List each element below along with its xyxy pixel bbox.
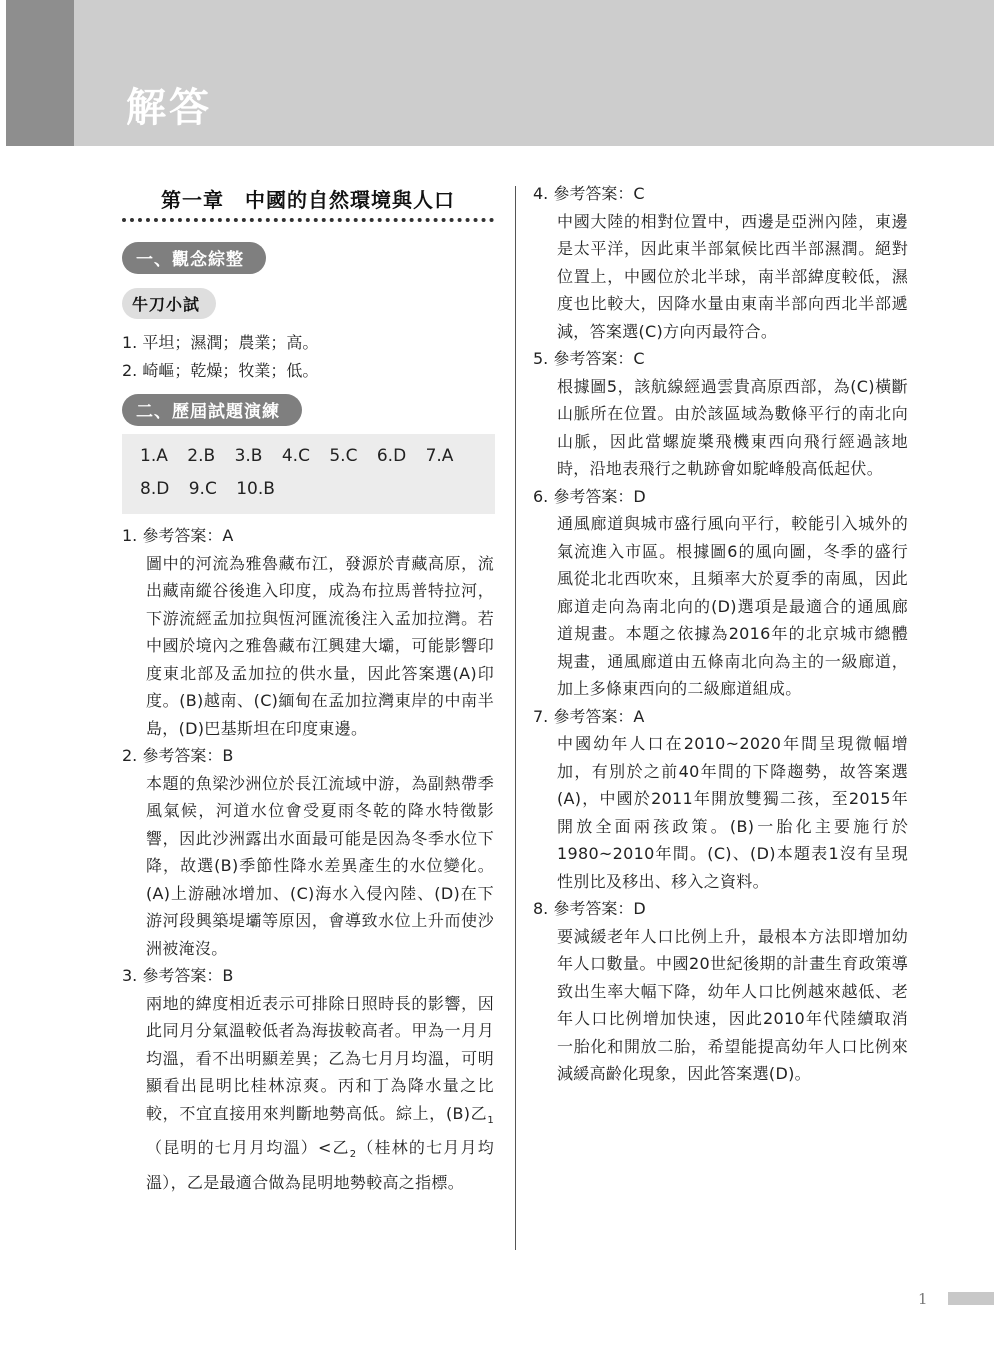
question-explanation bbox=[122, 990, 494, 1197]
question-answer-heading: 2. 參考答案：B bbox=[122, 746, 234, 765]
answer-row bbox=[140, 473, 495, 506]
question-answer-heading: 6. 參考答案：D bbox=[533, 486, 646, 506]
explanation-text: （桂林的七月月均溫），乙是最適合做為昆明地勢較高之指標。 bbox=[146, 1138, 495, 1192]
question-answer-heading: 3. 參考答案：B bbox=[122, 966, 234, 985]
answer-item: 8.D bbox=[140, 479, 170, 499]
section-label-exam-practice: 二、歷屆試題演練 bbox=[122, 394, 302, 426]
left-column bbox=[122, 180, 494, 1196]
list-item: 2. 崎嶇；乾燥；牧業；低。 bbox=[122, 360, 319, 380]
answer-item: 2.B bbox=[187, 446, 216, 466]
explanation-text: （昆明的七月月均溫）<乙 bbox=[146, 1138, 350, 1158]
answer-key-box bbox=[122, 434, 495, 514]
explanation-text: 兩地的緯度相近表示可排除日照時長的影響，因此同月分氣溫較低者為海拔較高者。甲為一月月均溫，看不出明顯差異；乙為七月月均溫，可明顯看出昆明比桂林涼爽。丙和丁為降水量之比較，不宜直接用來判斷地勢高低。綜上，(B)乙 bbox=[146, 993, 494, 1123]
dotted-divider bbox=[122, 218, 494, 222]
answer-item: 6.D bbox=[376, 446, 407, 466]
page-title: 解答 bbox=[126, 85, 212, 131]
chapter-title: 第一章 中國的自然環境與人口 bbox=[161, 188, 455, 212]
answer-item: 5.C bbox=[329, 446, 358, 466]
question-answer-heading: 8. 參考答案：D bbox=[533, 899, 646, 918]
list-item: 1. 平坦；濕潤；農業；高。 bbox=[122, 333, 319, 352]
question-explanation: 圖中的河流為雅魯藏布江，發源於青藏高原，流出藏南縱谷後進入印度，成為布拉馬普特拉河，下游流經孟加拉與恆河匯流後注入孟加拉灣。若中國於境內之雅魯藏布江興建大壩，可能影響印度東北部及孟加拉的供水量，因此答案選(A)印度。(B)越南、(C)緬甸在孟加拉灣東岸的中南半島，(D)巴基斯坦在印度東邊。 bbox=[146, 553, 494, 738]
question-answer-heading: 1. 參考答案：A bbox=[122, 526, 234, 545]
answer-item: 7.A bbox=[425, 446, 454, 466]
question-explanation: 要減緩老年人口比例上升，最根本方法即增加幼年人口數量。中國20世紀後期的計畫生育政策導致出生率大幅下降，幼年人口比例越來越低、老年人口比例增加快速，因此2010年代陸續取消一胎化和開放二胎，希望能提高幼年人口比例來減緩高齡化現象，因此答案選(D)。 bbox=[557, 926, 908, 1083]
subscript: 2 bbox=[349, 1149, 357, 1161]
sub-section-label: 牛刀小試 bbox=[122, 288, 216, 319]
question-answer-heading: 5. 參考答案：C bbox=[533, 349, 645, 368]
answer-item: 4.C bbox=[281, 446, 310, 466]
section-label-concepts: 一、觀念綜整 bbox=[122, 242, 266, 274]
question-answer-heading: 7. 參考答案：A bbox=[533, 706, 645, 726]
header-accent-block bbox=[6, 0, 74, 146]
answer-row bbox=[140, 440, 495, 473]
header-band bbox=[6, 0, 994, 146]
question-explanation: 中國大陸的相對位置中，西邊是亞洲內陸，東邊是太平洋，因此東半部氣候比西半部濕潤。絕對位置上，中國位於北半球，南半部緯度較低，濕度也比較大，因降水量由東南半部向西北半部遞減，答案選(C)方向丙最符合。 bbox=[557, 211, 908, 341]
page-number: 1 bbox=[918, 1290, 928, 1308]
question-answer-heading: 4. 參考答案：C bbox=[533, 184, 645, 203]
subscript: 1 bbox=[487, 1114, 494, 1126]
page-tab-marker bbox=[948, 1292, 994, 1305]
question-explanation: 通風廊道與城市盛行風向平行，較能引入城外的氣流進入市區。根據圖6的風向圖，冬季的盛行風從北北西吹來，且頻率大於夏季的南風，因此廊道走向為南北向的(D)選項是最適合的通風廊道規畫。本題之依據為2016年的北京城市總體規畫，通風廊道由五條南北向為主的一級廊道，加上多條東西向的二級廊道組成。 bbox=[557, 514, 908, 698]
question-explanation: 根據圖5，該航線經過雲貴高原西部，為(C)橫斷山脈所在位置。由於該區域為數條平行的南北向山脈，因此當螺旋槳飛機東西向飛行經過該地時，沿地表飛行之軌跡會如駝峰般高低起伏。 bbox=[557, 376, 908, 478]
question-explanation: 中國幼年人口在2010~2020年間呈現微幅增加，有別於之前40年間的下降趨勢，故答案選(A)，中國於2011年開放雙獨二孩，至2015年開放全面兩孩政策。(B)一胎化主要施行於1980~2010年間。(C)、(D)本題表1沒有呈現性別比及移出、移入之資料。 bbox=[557, 734, 908, 891]
column-divider bbox=[515, 186, 516, 1250]
answer-item: 3.B bbox=[234, 446, 263, 466]
question-explanation: 本題的魚梁沙洲位於長江流域中游，為副熱帶季風氣候，河道水位會受夏雨冬乾的降水特徵影響，因此沙洲露出水面最可能是因為冬季水位下降，故選(B)季節性降水差異產生的水位變化。(A)上游融冰增加、(C)海水入侵內陸、(D)在下游河段興築堤壩等原因，會導致水位上升而使沙洲被淹沒。 bbox=[146, 773, 494, 958]
right-column bbox=[533, 180, 908, 1088]
answer-item: 9.C bbox=[188, 479, 217, 499]
answer-item: 1.A bbox=[140, 446, 168, 466]
answer-item: 10.B bbox=[236, 479, 275, 499]
